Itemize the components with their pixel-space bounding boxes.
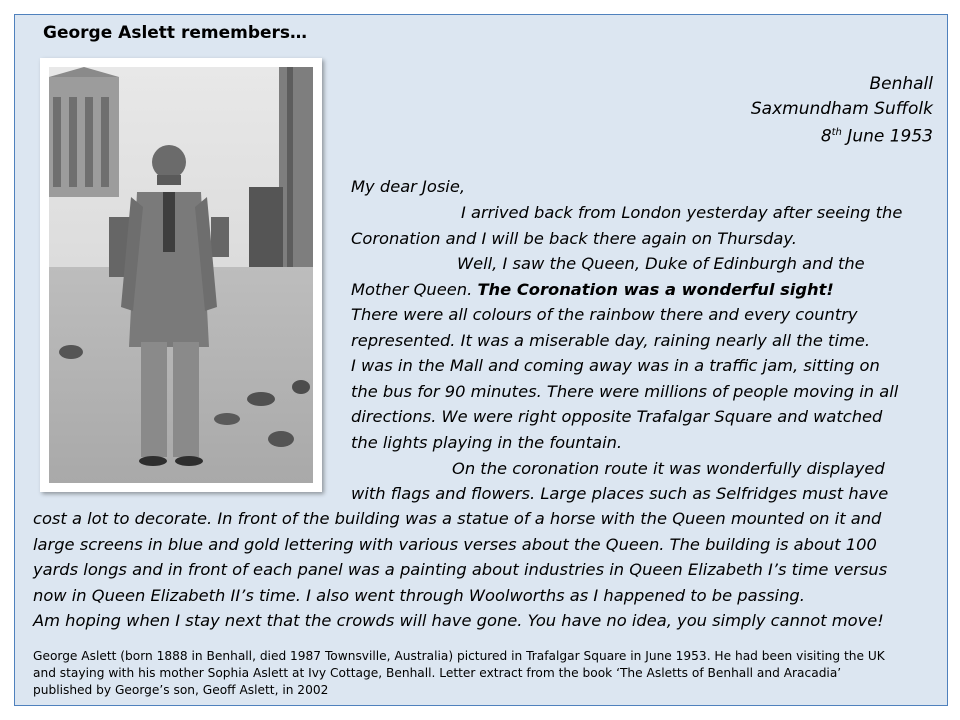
letter-line: Coronation and I will be back there again on Thursday. [351, 229, 797, 248]
letter-line: Am hoping when I stay next that the crowds will have gone. You have no idea, you simply cannot move! [33, 611, 884, 630]
column [279, 67, 313, 267]
letter-date: 8th June 1953 [820, 126, 933, 147]
letter-line: represented. It was a miserable day, raining nearly all the time. [351, 331, 871, 350]
letter-line: My dear Josie, [351, 177, 466, 196]
letter-line: now in Queen Elizabeth II’s time. I also went through Woolworths as I happened to be passing. [33, 586, 805, 605]
address-line: Benhall [869, 74, 933, 94]
letter-address [751, 72, 933, 149]
letter-line: I was in the Mall and coming away was in a traffic jam, sitting on [351, 356, 880, 375]
page-title: George Aslett remembers… [43, 23, 308, 43]
caption-line: George Aslett (born 1888 in Benhall, died 1987 Townsville, Australia) pictured in Trafalgar Square in June 1953. He had been visiting the UK [33, 649, 885, 663]
letter-line: Well, I saw the Queen, Duke of Edinburgh and the [457, 254, 865, 273]
pigeon [247, 392, 275, 406]
letter-line: I arrived back from London yesterday after seeing the [461, 203, 903, 222]
emphasis-text: The Coronation was a wonderful sight! [477, 280, 834, 299]
letter-line: with flags and flowers. Large places such as Selfridges must have [351, 484, 889, 503]
pigeon [59, 345, 83, 359]
pigeon [214, 413, 240, 425]
pigeon [292, 380, 310, 394]
letter-line: large screens in blue and gold lettering with various verses about the Queen. The building is about 100 [33, 535, 877, 554]
caption-line: published by George’s son, Geoff Aslett, in 2002 [33, 683, 329, 697]
address-line: Saxmundham Suffolk [750, 98, 933, 119]
letter-line: yards longs and in front of each panel was a painting about industries in Queen Elizabeth I’s time versus [33, 560, 888, 579]
letter-line: the lights playing in the fountain. [351, 433, 623, 452]
letter-line: cost a lot to decorate. In front of the building was a statue of a horse with the Queen mounted on it and [33, 509, 882, 528]
letter-line: There were all colours of the rainbow there and every country [351, 305, 858, 324]
letter-line: the bus for 90 minutes. There were millions of people moving in all [351, 382, 899, 401]
photo-image [49, 67, 313, 483]
letter-line: directions. We were right opposite Trafalgar Square and watched [351, 407, 883, 426]
pigeon [268, 431, 294, 447]
photo-caption [33, 648, 933, 699]
caption-line: and staying with his mother Sophia Aslett at Ivy Cottage, Benhall. Letter extract from the book ‘The Asletts of Benhall and Aracadia’ [33, 666, 842, 680]
letter-line: Mother Queen. The Coronation was a wonderful sight! [351, 280, 834, 299]
photo-frame [40, 58, 322, 492]
letter-line: On the coronation route it was wonderfully displayed [452, 459, 885, 478]
